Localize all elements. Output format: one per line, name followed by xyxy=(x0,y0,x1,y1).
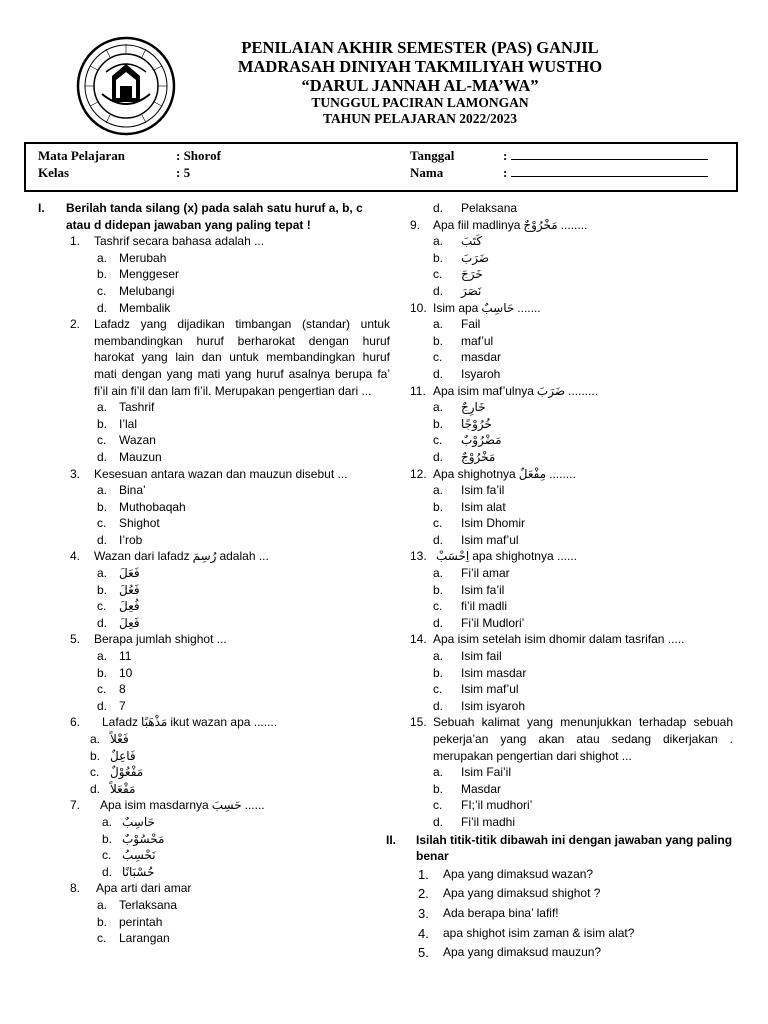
option-letter: b. xyxy=(97,416,108,431)
option-7d[interactable] xyxy=(38,864,390,881)
option-6a[interactable] xyxy=(38,731,390,748)
option-text: Shighot xyxy=(119,516,160,531)
option-letter: c. xyxy=(433,682,443,697)
option-text: Mauzun xyxy=(119,449,162,464)
arabic-word: ضَرَبَ xyxy=(536,383,566,398)
option-letter: b. xyxy=(97,914,108,929)
question-number: 3. xyxy=(70,466,81,481)
section-1-number: I. xyxy=(38,201,45,215)
option-text: Isim isyaroh xyxy=(461,698,526,713)
option-arabic: فُعِلَ xyxy=(119,599,140,614)
option-letter: a. xyxy=(97,649,108,664)
option-arabic: نَصَرَ xyxy=(461,283,482,298)
option-13c[interactable] xyxy=(388,598,733,615)
option-letter: c. xyxy=(433,433,443,448)
essay-question-5 xyxy=(388,943,733,963)
question-2 xyxy=(38,316,390,399)
essay-question-4 xyxy=(388,924,733,944)
question-text-end: ....... xyxy=(517,300,541,315)
nama-colon: : xyxy=(503,165,508,180)
option-text: Isim maf’ul xyxy=(461,682,519,697)
question-number: 6. xyxy=(70,715,81,730)
option-letter: a. xyxy=(90,732,101,746)
option-text: 10 xyxy=(119,665,133,680)
question-number: 2. xyxy=(70,317,81,332)
question-number: 15. xyxy=(410,715,427,730)
mapel-value: : Shorof xyxy=(176,148,221,163)
option-text: Fi’il amar xyxy=(461,566,510,581)
tanggal-field[interactable] xyxy=(503,148,708,164)
option-arabic: فَعْلاً xyxy=(110,732,129,746)
option-text: Isim fa’il xyxy=(461,483,505,498)
option-15b[interactable] xyxy=(388,781,733,798)
option-8a[interactable] xyxy=(38,897,390,914)
option-13a[interactable] xyxy=(388,565,733,582)
option-text: masdar xyxy=(461,350,502,365)
option-15c[interactable] xyxy=(388,797,733,814)
option-letter: a. xyxy=(97,400,108,415)
question-text: Apa isim setelah isim dhomir dalam tasrifan ..... xyxy=(433,632,685,647)
option-arabic: مَحْسُوْبٌ xyxy=(122,831,165,846)
essay-number: 5. xyxy=(418,945,429,961)
question-10 xyxy=(388,300,733,317)
option-arabic: فَاعِلٌ xyxy=(110,748,136,763)
question-8 xyxy=(38,880,390,897)
option-text: Isyaroh xyxy=(461,366,501,381)
option-letter: a. xyxy=(102,814,113,829)
option-12c[interactable] xyxy=(388,515,733,532)
option-letter: d. xyxy=(433,698,444,713)
option-letter: b. xyxy=(433,499,444,514)
option-8b[interactable] xyxy=(38,914,390,931)
option-text: Terlaksana xyxy=(119,897,178,912)
question-number: 1. xyxy=(70,234,81,249)
option-arabic: كَتَبَ xyxy=(461,234,483,249)
option-letter: c. xyxy=(433,350,443,365)
question-text: Berapa jumlah shighot ... xyxy=(94,632,227,647)
question-text: Apa isim masdarnya xyxy=(100,798,209,813)
school-name: MADRASAH DINIYAH TAKMILIYAH WUSTHO xyxy=(237,57,603,76)
question-text: Apa fiil madlinya xyxy=(433,217,521,232)
option-letter: a. xyxy=(97,897,108,912)
option-3b[interactable] xyxy=(38,499,390,516)
question-text: Sebuah kalimat yang menunjukkan terhadap sebuah pekerja’an yang akan atau sedang dikerjakan . merupakan pengertian dari shighot ... xyxy=(433,715,733,763)
option-letter: b. xyxy=(102,831,113,846)
option-letter: c. xyxy=(97,931,107,946)
option-letter: c. xyxy=(97,283,107,298)
option-1a[interactable] xyxy=(38,250,390,267)
question-text-end: apa shighotnya ...... xyxy=(472,549,577,564)
question-text: Wazan dari lafadz xyxy=(94,549,190,564)
option-letter: d. xyxy=(433,201,444,215)
essay-text: Apa yang dimaksud wazan? xyxy=(443,866,594,881)
section-2-instruction: Isilah titik-titik dibawah ini dengan jawaban yang paling benar xyxy=(416,832,733,864)
option-arabic: مَخْرُوْجٌ xyxy=(461,449,496,464)
option-letter: a. xyxy=(433,317,444,332)
option-text: Isim maf’ul xyxy=(461,532,519,547)
option-letter: c. xyxy=(97,682,107,697)
option-letter: d. xyxy=(433,449,444,464)
option-11b[interactable] xyxy=(388,416,733,433)
question-number: 5. xyxy=(70,632,81,647)
option-letter: b. xyxy=(433,333,444,348)
option-letter: b. xyxy=(433,781,444,796)
question-14 xyxy=(388,631,733,648)
mapel-label: Mata Pelajaran xyxy=(38,148,126,163)
section-1-heading xyxy=(38,200,390,233)
option-6d[interactable] xyxy=(38,781,390,798)
arabic-word: مَخْرُوْجٌ xyxy=(523,217,558,232)
option-letter: c. xyxy=(433,798,443,813)
option-4c[interactable] xyxy=(38,598,390,615)
option-letter: a. xyxy=(433,400,444,415)
option-11d[interactable] xyxy=(388,449,733,466)
option-text: Fail xyxy=(461,317,481,332)
option-10d[interactable] xyxy=(388,366,733,383)
arabic-word: رُسِمَ xyxy=(192,549,217,564)
question-number: 10. xyxy=(410,300,427,315)
kelas-label: Kelas xyxy=(38,165,70,180)
option-7c[interactable] xyxy=(38,847,390,864)
option-3c[interactable] xyxy=(38,515,390,532)
essay-question-3 xyxy=(388,904,733,924)
option-letter: d. xyxy=(97,698,108,713)
option-letter: d. xyxy=(97,300,108,315)
question-12 xyxy=(388,466,733,483)
option-5d[interactable] xyxy=(38,698,390,715)
option-letter: b. xyxy=(97,499,108,514)
arabic-word: مَذْهَبًا xyxy=(141,715,168,730)
option-letter: a. xyxy=(97,483,108,498)
option-15d[interactable] xyxy=(388,814,733,831)
option-letter: d. xyxy=(433,532,444,547)
option-10a[interactable] xyxy=(388,316,733,333)
question-number: 12. xyxy=(410,466,427,481)
option-4a[interactable] xyxy=(38,565,390,582)
option-text: 7 xyxy=(119,698,126,713)
question-text: Isim apa xyxy=(433,300,479,315)
option-text: Membalik xyxy=(119,300,171,315)
option-14b[interactable] xyxy=(388,665,733,682)
option-letter: b. xyxy=(433,665,444,680)
option-14a[interactable] xyxy=(388,648,733,665)
question-number: 8. xyxy=(70,881,81,896)
option-3d[interactable] xyxy=(38,532,390,549)
option-9c[interactable] xyxy=(388,266,733,283)
tanggal-label: Tanggal xyxy=(410,148,455,163)
option-letter: a. xyxy=(97,250,108,265)
question-number: 13. xyxy=(410,549,427,564)
question-5 xyxy=(38,631,390,648)
option-letter: d. xyxy=(433,615,444,630)
option-text: Fi’il madhi xyxy=(461,814,516,829)
option-letter: a. xyxy=(433,649,444,664)
option-text: Isim Dhomir xyxy=(461,516,526,531)
question-text-end: ........ xyxy=(560,217,588,232)
option-8d[interactable] xyxy=(388,200,733,217)
option-letter: b. xyxy=(433,416,444,431)
school-logo xyxy=(76,36,176,136)
option-12b[interactable] xyxy=(388,499,733,516)
option-text: Isim alat xyxy=(461,499,506,514)
school-address: TUNGGUL PACIRAN LAMONGAN xyxy=(311,95,529,110)
option-text: I’rob xyxy=(119,532,143,547)
question-4 xyxy=(38,548,390,565)
option-6b[interactable] xyxy=(38,748,390,765)
option-12a[interactable] xyxy=(388,482,733,499)
option-letter: d. xyxy=(433,366,444,381)
question-9 xyxy=(388,217,733,234)
option-4d[interactable] xyxy=(38,615,390,632)
option-arabic: خَرَجَ xyxy=(461,267,483,282)
essay-question-1 xyxy=(388,865,733,885)
option-arabic: مَفْعَلاً xyxy=(110,781,136,796)
option-letter: b. xyxy=(97,267,108,282)
question-text-end: ...... xyxy=(244,798,265,813)
option-arabic: فَعَلَ xyxy=(119,566,140,581)
option-letter: c. xyxy=(97,433,107,448)
option-2a[interactable] xyxy=(38,399,390,416)
arabic-word: اِحْسَبْ xyxy=(436,549,470,564)
option-text: Menggeser xyxy=(119,267,180,282)
question-text: Apa isim maf’ulnya xyxy=(433,383,534,398)
arabic-word: حَاسِبٌ xyxy=(481,300,515,315)
option-8c[interactable] xyxy=(38,930,390,947)
option-arabic: خَارِجٌ xyxy=(461,400,486,415)
question-text-end: adalah ... xyxy=(219,549,269,564)
question-7 xyxy=(38,797,390,814)
question-1 xyxy=(38,233,390,250)
essay-question-2 xyxy=(388,884,733,904)
question-13 xyxy=(388,548,733,565)
option-13b[interactable] xyxy=(388,582,733,599)
exam-title: PENILAIAN AKHIR SEMESTER (PAS) GANJIL xyxy=(241,38,599,57)
option-arabic: فَعُلَ xyxy=(119,582,140,597)
option-letter: c. xyxy=(90,765,100,780)
option-text: Merubah xyxy=(119,250,167,265)
option-text: Bina’ xyxy=(119,483,146,498)
option-letter: c. xyxy=(433,516,443,531)
option-letter: b. xyxy=(97,582,108,597)
option-text: Isim fail xyxy=(461,649,502,664)
left-column xyxy=(38,200,390,947)
option-9d[interactable] xyxy=(388,283,733,300)
option-letter: a. xyxy=(433,234,444,249)
option-text: Isim fa’il xyxy=(461,582,505,597)
option-letter: a. xyxy=(97,566,108,581)
option-letter: a. xyxy=(433,483,444,498)
option-1b[interactable] xyxy=(38,266,390,283)
kelas-value: : 5 xyxy=(176,165,191,180)
tanggal-blank-line[interactable] xyxy=(511,148,708,160)
option-text: Pelaksana xyxy=(461,201,518,215)
option-arabic: خُرُوْجًا xyxy=(461,416,492,431)
option-letter: d. xyxy=(97,449,108,464)
nama-label: Nama xyxy=(410,165,444,180)
option-text: Tashrif xyxy=(119,400,155,415)
option-4b[interactable] xyxy=(38,582,390,599)
section-1-instruction: Berilah tanda silang (x) pada salah satu huruf a, b, c atau d didepan jawaban yang paling tepat ! xyxy=(66,201,363,232)
essay-number: 3. xyxy=(418,905,429,921)
option-letter: c. xyxy=(433,267,443,282)
question-text: Apa shighotnya xyxy=(433,466,516,481)
option-14c[interactable] xyxy=(388,681,733,698)
essay-number: 4. xyxy=(418,925,429,941)
option-letter: a. xyxy=(433,566,444,581)
option-text: Larangan xyxy=(119,931,170,946)
option-14d[interactable] xyxy=(388,698,733,715)
option-text: 8 xyxy=(119,682,126,697)
option-9a[interactable] xyxy=(388,233,733,250)
question-text: Kesesuan antara wazan dan mauzun disebut ... xyxy=(94,466,348,481)
option-1d[interactable] xyxy=(38,300,390,317)
option-2c[interactable] xyxy=(38,432,390,449)
option-text: maf’ul xyxy=(461,333,494,348)
essay-text: apa shighot isim zaman & isim alat? xyxy=(443,925,635,940)
option-text: fi’il madli xyxy=(461,599,508,614)
question-text-end: ........ xyxy=(549,466,576,481)
option-arabic: ضَرَبَ xyxy=(461,250,490,265)
option-text: Isim Fai’il xyxy=(461,765,511,780)
option-5b[interactable] xyxy=(38,665,390,682)
option-text: I’lal xyxy=(119,416,138,431)
option-13d[interactable] xyxy=(388,615,733,632)
option-text: Masdar xyxy=(461,781,502,796)
option-15a[interactable] xyxy=(388,764,733,781)
option-10b[interactable] xyxy=(388,333,733,350)
option-letter: c. xyxy=(97,516,107,531)
section-2-heading xyxy=(386,832,733,865)
option-11a[interactable] xyxy=(388,399,733,416)
option-letter: d. xyxy=(102,864,113,879)
option-10c[interactable] xyxy=(388,349,733,366)
option-12d[interactable] xyxy=(388,532,733,549)
option-arabic: مَضْرُوْبٌ xyxy=(461,433,502,448)
question-text: Lafadz yang dijadikan timbangan (standar) untuk membandingkan huruf berharokat dengan huruf harokat yang lain dan untuk membandingkan huruf mati dengan yang mati yang huruf asalnya berupa fa’ fi’il ain fi’il dan lam fi’il. Merupakan pengertian dari ... xyxy=(94,317,390,398)
option-letter: d. xyxy=(97,615,108,630)
option-2b[interactable] xyxy=(38,416,390,433)
question-3 xyxy=(38,466,390,483)
option-5a[interactable] xyxy=(38,648,390,665)
option-text: Muthobaqah xyxy=(119,499,186,514)
question-text-end: ......... xyxy=(568,383,599,398)
option-9b[interactable] xyxy=(388,250,733,267)
option-text: 11 xyxy=(119,649,132,664)
nama-field[interactable] xyxy=(503,165,708,181)
option-text: Isim masdar xyxy=(461,665,527,680)
question-text-end: ikut wazan apa ....... xyxy=(170,715,278,730)
option-text: Melubangi xyxy=(119,283,175,298)
nama-blank-line[interactable] xyxy=(511,165,708,177)
option-6c[interactable] xyxy=(38,764,390,781)
arabic-word: مِفْعَلٌ xyxy=(518,466,547,481)
option-text: FI;’il mudhori’ xyxy=(461,798,533,813)
option-letter: c. xyxy=(97,599,107,614)
school-year: TAHUN PELAJARAN 2022/2023 xyxy=(322,111,517,126)
option-letter: b. xyxy=(433,250,444,265)
option-5c[interactable] xyxy=(38,681,390,698)
question-text: Lafadz xyxy=(102,715,139,730)
question-number: 14. xyxy=(410,632,427,647)
right-column xyxy=(388,200,733,963)
essay-text: Apa yang dimaksud mauzun? xyxy=(443,945,602,960)
option-2d[interactable] xyxy=(38,449,390,466)
option-arabic: مَفْعُوْلٌ xyxy=(110,765,144,780)
question-number: 4. xyxy=(70,549,81,564)
essay-number: 2. xyxy=(418,886,429,902)
essay-text: Ada berapa bina’ lafif! xyxy=(443,905,559,920)
exam-header xyxy=(190,38,650,127)
option-letter: c. xyxy=(102,848,112,863)
question-text: Tashrif secara bahasa adalah ... xyxy=(94,234,265,249)
option-letter: d. xyxy=(433,814,444,829)
option-text: Wazan xyxy=(119,433,156,448)
question-11 xyxy=(388,383,733,400)
option-letter: d. xyxy=(433,283,444,298)
arabic-word: حَسِبَ xyxy=(211,798,242,813)
option-7a[interactable] xyxy=(38,814,390,831)
tanggal-colon: : xyxy=(503,148,508,163)
option-letter: c. xyxy=(433,599,443,614)
question-6 xyxy=(38,714,390,731)
essay-number: 1. xyxy=(418,866,429,882)
section-2-number: II. xyxy=(386,832,397,847)
option-letter: d. xyxy=(97,532,108,547)
option-arabic: فَعِلَ xyxy=(119,615,140,630)
option-arabic: نَحْسِبُ xyxy=(122,848,156,863)
question-number: 7. xyxy=(70,798,81,813)
option-1c[interactable] xyxy=(38,283,390,300)
option-3a[interactable] xyxy=(38,482,390,499)
question-text: Apa arti dari amar xyxy=(96,881,192,896)
question-15 xyxy=(388,714,733,764)
option-letter: d. xyxy=(90,781,101,796)
option-letter: a. xyxy=(433,765,444,780)
question-number: 9. xyxy=(410,217,421,232)
option-11c[interactable] xyxy=(388,432,733,449)
option-arabic: حُسْبَانًا xyxy=(122,864,155,879)
essay-text: Apa yang dimaksud shighot ? xyxy=(443,886,601,901)
question-number: 11. xyxy=(410,383,426,398)
option-7b[interactable] xyxy=(38,831,390,848)
option-letter: b. xyxy=(433,582,444,597)
school-subname: “DARUL JANNAH AL-MA’WA” xyxy=(301,76,539,95)
option-text: Fi’il Mudlori’ xyxy=(461,615,525,630)
option-text: perintah xyxy=(119,914,163,929)
option-letter: b. xyxy=(90,748,101,763)
option-letter: b. xyxy=(97,665,108,680)
option-arabic: حَاسِبٌ xyxy=(122,814,155,829)
